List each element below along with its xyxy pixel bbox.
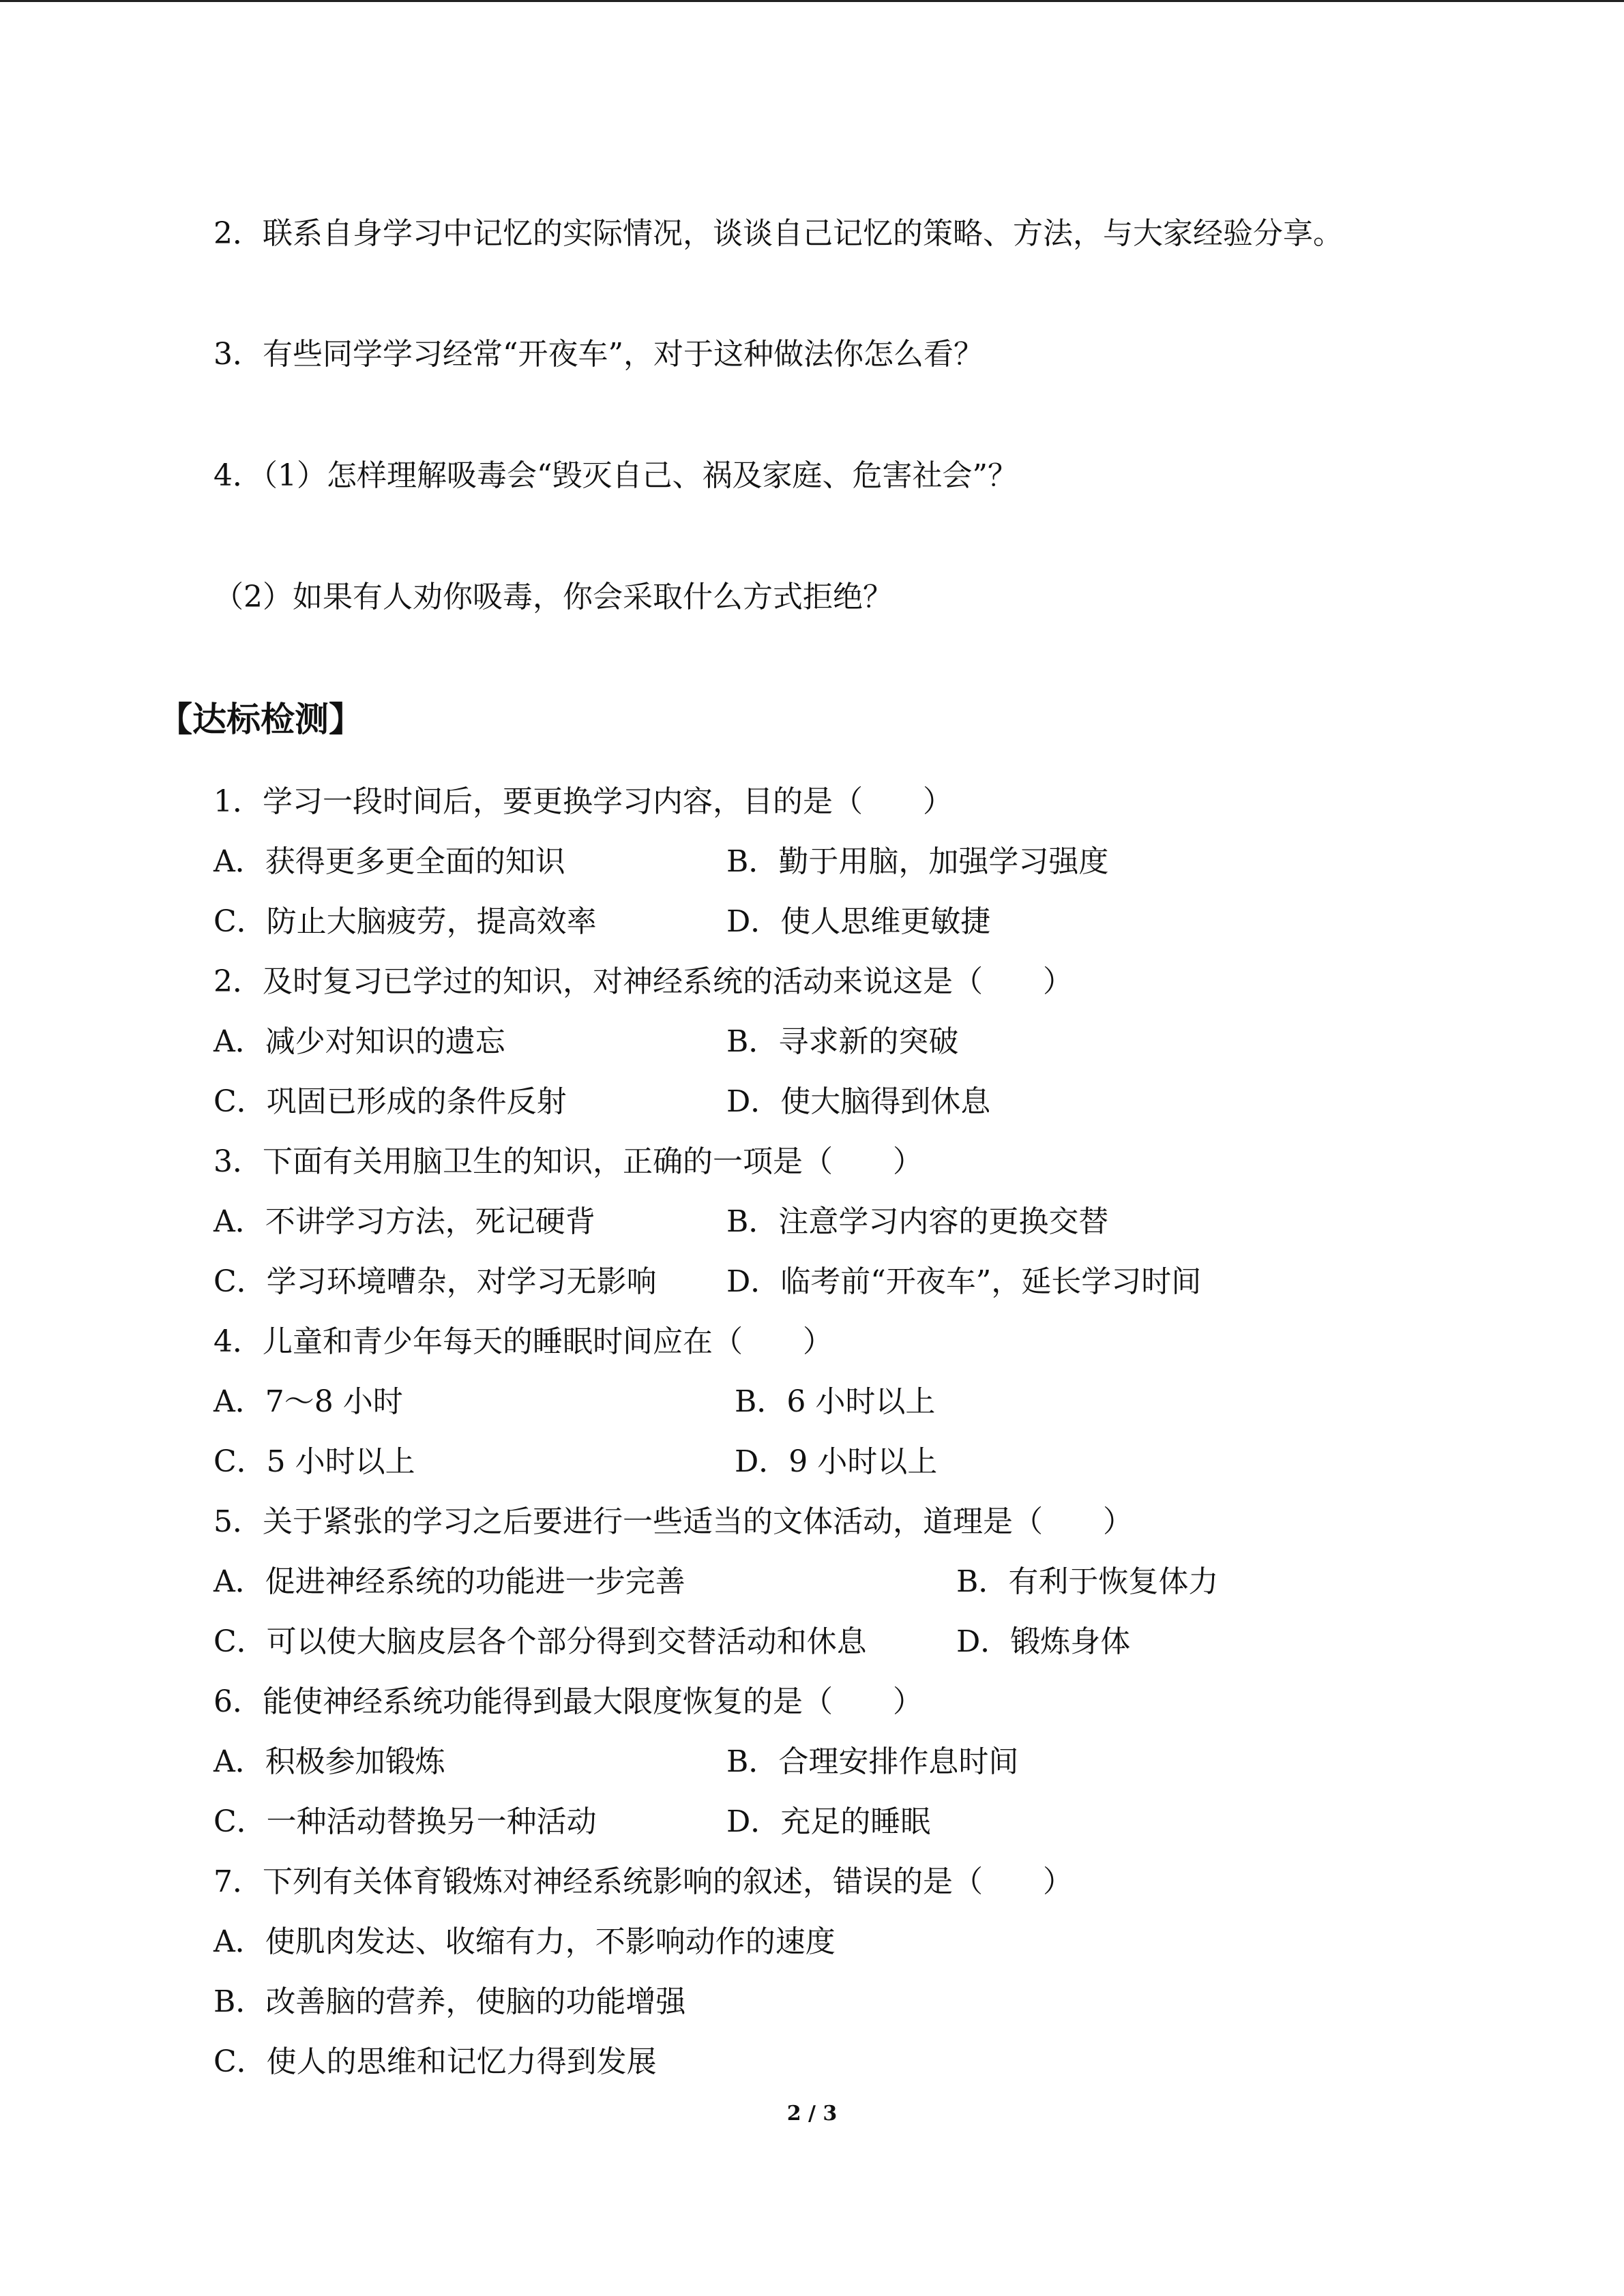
- question-1-option-d: D．使人思维更敏捷: [726, 904, 991, 939]
- question-6-option-c: C．一种活动替换另一种活动: [213, 1804, 597, 1839]
- question-2-option-a: A．减少对知识的遗忘: [213, 1024, 505, 1059]
- top-border: [0, 0, 1624, 2]
- discussion-question-3: 3．有些同学学习经常“开夜车”，对于这种做法你怎么看？: [213, 337, 984, 372]
- question-6-option-d: D．充足的睡眠: [726, 1804, 931, 1839]
- question-1-option-c: C．防止大脑疲劳，提高效率: [213, 904, 597, 939]
- question-stem-6: 6．能使神经系统功能得到最大限度恢复的是（ ）: [213, 1684, 923, 1719]
- question-3-option-c: C．学习环境嘈杂，对学习无影响: [213, 1264, 657, 1299]
- question-7-option-b: B．改善脑的营养，使脑的功能增强: [213, 1984, 686, 2019]
- question-stem-4: 4．儿童和青少年每天的睡眠时间应在（ ）: [213, 1324, 833, 1359]
- question-3-option-a: A．不讲学习方法，死记硬背: [213, 1204, 595, 1239]
- question-stem-5: 5．关于紧张的学习之后要进行一些适当的文体活动，道理是（ ）: [213, 1504, 1133, 1539]
- question-4-option-d: D．9 小时以上: [735, 1444, 938, 1479]
- question-7-option-c: C．使人的思维和记忆力得到发展: [213, 2044, 657, 2079]
- question-5-option-d: D．锻炼身体: [956, 1624, 1131, 1659]
- question-5-option-b: B．有利于恢复体力: [956, 1564, 1219, 1599]
- question-stem-7: 7．下列有关体育锻炼对神经系统影响的叙述，错误的是（ ）: [213, 1864, 1073, 1899]
- question-2-option-c: C．巩固已形成的条件反射: [213, 1084, 567, 1119]
- question-4-option-a: A．7～8 小时: [213, 1384, 403, 1419]
- discussion-question-2: 2．联系自身学习中记忆的实际情况，谈谈自己记忆的策略、方法，与大家经验分享。: [213, 216, 1343, 251]
- question-4-option-b: B．6 小时以上: [735, 1384, 936, 1419]
- page-number: 2 / 3: [786, 2102, 838, 2126]
- question-1-option-b: B．勤于用脑，加强学习强度: [726, 844, 1109, 879]
- question-5-option-c: C．可以使大脑皮层各个部分得到交替活动和休息: [213, 1624, 867, 1659]
- question-3-option-d: D．临考前“开夜车”，延长学习时间: [726, 1264, 1202, 1299]
- discussion-question-4-2: （2）如果有人劝你吸毒，你会采取什么方式拒绝？: [213, 580, 893, 614]
- discussion-question-4-1: 4．（1）怎样理解吸毒会“毁灭自己、祸及家庭、危害社会”？: [213, 458, 1018, 493]
- question-6-option-b: B．合理安排作息时间: [726, 1744, 1019, 1779]
- section-title: 【达标检测】: [158, 699, 363, 739]
- question-5-option-a: A．促进神经系统的功能进一步完善: [213, 1564, 685, 1599]
- question-3-option-b: B．注意学习内容的更换交替: [726, 1204, 1109, 1239]
- question-1-option-a: A．获得更多更全面的知识: [213, 844, 565, 879]
- question-6-option-a: A．积极参加锻炼: [213, 1744, 445, 1779]
- question-7-option-a: A．使肌肉发达、收缩有力，不影响动作的速度: [213, 1924, 836, 1959]
- question-2-option-d: D．使大脑得到休息: [726, 1084, 991, 1119]
- question-stem-2: 2．及时复习已学过的知识，对神经系统的活动来说这是（ ）: [213, 964, 1073, 999]
- question-stem-1: 1．学习一段时间后，要更换学习内容，目的是（ ）: [213, 784, 953, 819]
- question-4-option-c: C．5 小时以上: [213, 1444, 415, 1479]
- question-2-option-b: B．寻求新的突破: [726, 1024, 959, 1059]
- question-stem-3: 3．下面有关用脑卫生的知识，正确的一项是（ ）: [213, 1144, 923, 1179]
